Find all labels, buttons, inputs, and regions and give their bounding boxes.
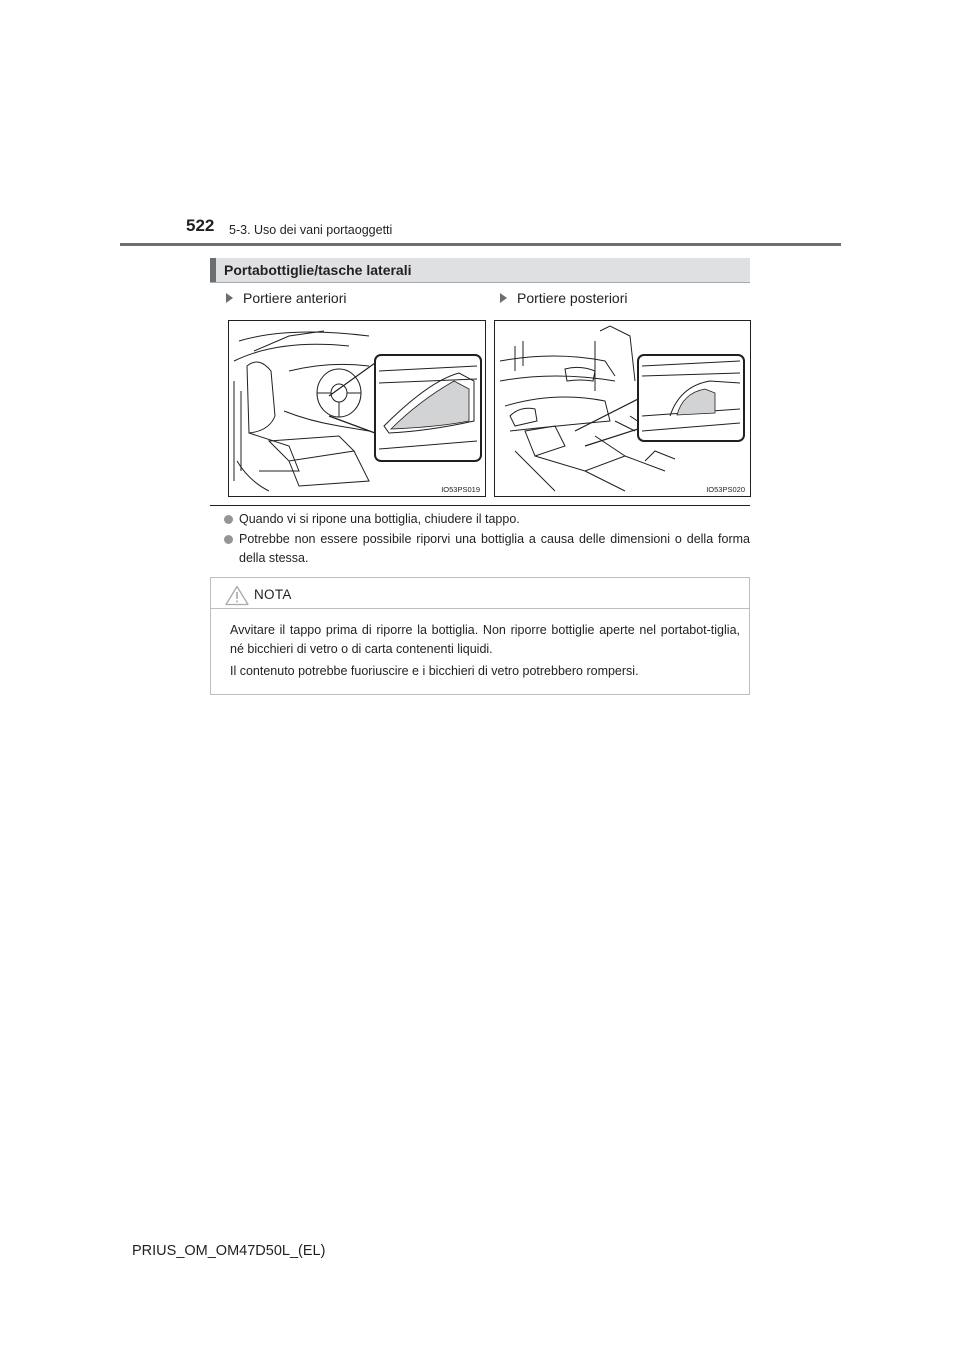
- figure-caption-rear: [500, 290, 628, 306]
- caption-text: Portiere posteriori: [517, 290, 628, 306]
- figure-front-door: [228, 320, 486, 497]
- notice-title: NOTA: [254, 587, 292, 602]
- page-number: 522: [186, 216, 215, 235]
- front-door-illustration: [229, 321, 485, 496]
- section-divider: [210, 505, 750, 506]
- triangle-bullet-icon: [226, 293, 233, 303]
- footer-doc-id: PRIUS_OM_OM47D50L_(EL): [132, 1243, 326, 1259]
- caption-text: Portiere anteriori: [243, 290, 347, 306]
- figure-rear-door: [494, 320, 751, 497]
- triangle-bullet-icon: [500, 293, 507, 303]
- figure-code: IO53PS019: [441, 485, 480, 494]
- bullet-item: [224, 510, 750, 529]
- section-heading: [210, 258, 750, 283]
- section-title: Portabottiglie/tasche laterali: [224, 262, 412, 278]
- figure-code: IO53PS020: [706, 485, 745, 494]
- heading-accent-bar: [210, 258, 216, 282]
- header-rule: [120, 243, 841, 246]
- notice-header: [211, 578, 749, 609]
- bullet-text: Quando vi si ripone una bottiglia, chiudere il tappo.: [239, 512, 520, 526]
- notice-paragraph: Il contenuto potrebbe fuoriuscire e i bicchieri di vetro potrebbero rompersi.: [230, 664, 639, 678]
- rear-door-illustration: [495, 321, 750, 496]
- bullet-dot-icon: [224, 515, 233, 524]
- figure-caption-front: [226, 290, 347, 306]
- notice-box: [210, 577, 750, 695]
- bullet-text: Potrebbe non essere possibile riporvi una bottiglia a causa delle dimensioni o della forma della stessa.: [239, 532, 750, 565]
- notice-paragraph: Avvitare il tappo prima di riporre la bottiglia. Non riporre bottiglie aperte nel portabot-tiglia, né bicchieri di vetro o di carta contenenti liquidi.: [230, 623, 740, 656]
- bullet-dot-icon: [224, 535, 233, 544]
- section-path: 5-3. Uso dei vani portaoggetti: [229, 223, 393, 237]
- warning-triangle-icon: [225, 585, 249, 606]
- bullet-item: [224, 530, 750, 568]
